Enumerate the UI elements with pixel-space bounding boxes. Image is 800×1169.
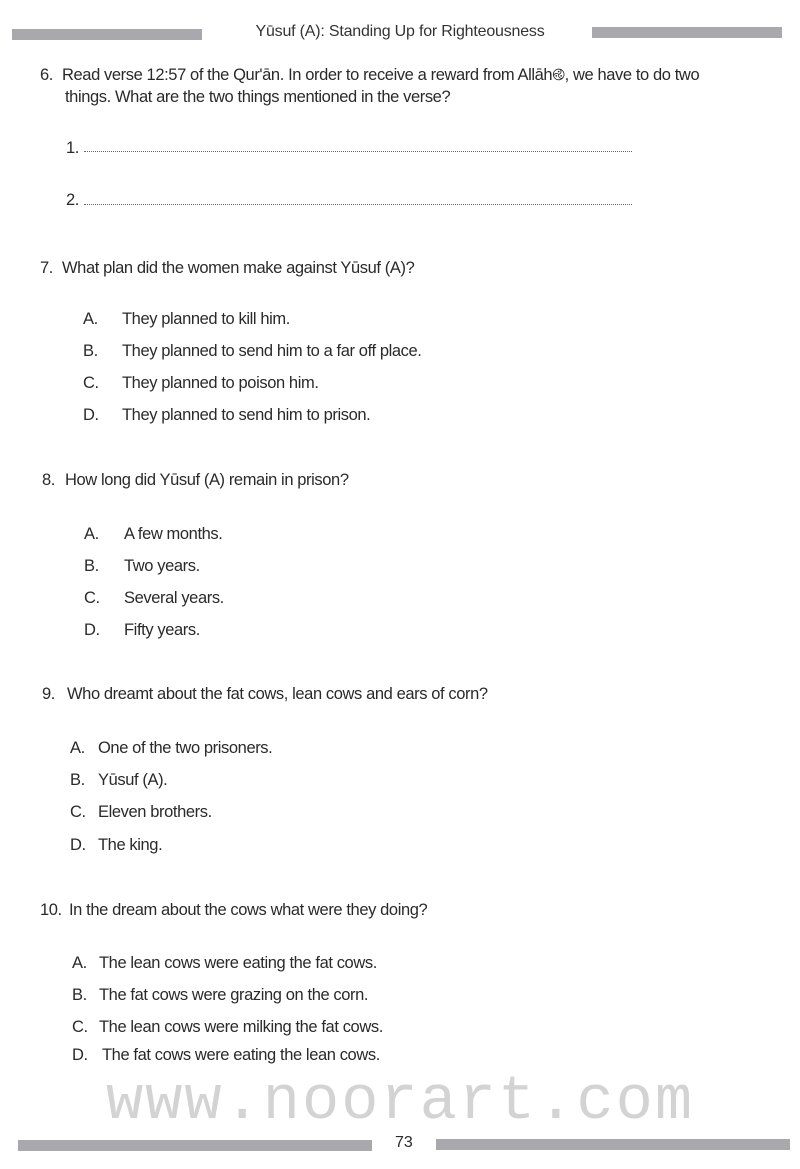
question-8-text: How long did Yūsuf (A) remain in prison? <box>65 471 349 489</box>
question-10-number: 10. <box>40 901 62 919</box>
option-text: Yūsuf (A). <box>98 771 168 789</box>
option-letter: B. <box>72 986 87 1004</box>
option-letter: B. <box>70 771 85 789</box>
option-text: The king. <box>98 836 163 854</box>
answer-blank-1-label: 1. <box>66 139 79 157</box>
option-text: They planned to poison him. <box>122 374 319 392</box>
footer-bar-right <box>436 1139 790 1150</box>
question-6-number: 6. <box>40 66 53 84</box>
question-7-text: What plan did the women make against Yūsuf (A)? <box>62 259 415 277</box>
question-7-number: 7. <box>40 259 53 277</box>
page-header-title: Yūsuf (A): Standing Up for Righteousness <box>255 23 545 40</box>
page-number: 73 <box>395 1134 413 1151</box>
option-letter: A. <box>83 310 98 328</box>
question-6-text: Read verse 12:57 of the Qur'ān. In order to receive a reward from Allāh࿋, we have to do two <box>62 66 700 84</box>
option-letter: C. <box>83 374 99 392</box>
option-letter: A. <box>72 954 87 972</box>
option-text: One of the two prisoners. <box>98 739 273 757</box>
question-10-text: In the dream about the cows what were they doing? <box>69 901 428 919</box>
option-text: They planned to send him to a far off place. <box>122 342 422 360</box>
option-letter: B. <box>83 342 98 360</box>
option-text: Several years. <box>124 589 224 607</box>
option-letter: A. <box>70 739 85 757</box>
answer-blank-2-label: 2. <box>66 191 79 209</box>
option-text: The fat cows were eating the lean cows. <box>102 1046 380 1064</box>
option-text: The fat cows were grazing on the corn. <box>99 986 369 1004</box>
option-letter: D. <box>72 1046 88 1064</box>
option-letter: D. <box>83 406 99 424</box>
option-letter: C. <box>70 803 86 821</box>
option-letter: C. <box>72 1018 88 1036</box>
header-bar-right <box>592 27 782 38</box>
option-text: Two years. <box>124 557 200 575</box>
option-text: They planned to send him to prison. <box>122 406 371 424</box>
question-6-text-cont: things. What are the two things mentioned in the verse? <box>65 88 451 106</box>
option-letter: A. <box>84 525 99 543</box>
option-text: Eleven brothers. <box>98 803 212 821</box>
option-letter: D. <box>84 621 100 639</box>
option-text: The lean cows were milking the fat cows. <box>99 1018 383 1036</box>
option-letter: C. <box>84 589 100 607</box>
question-9-text: Who dreamt about the fat cows, lean cows and ears of corn? <box>67 685 488 703</box>
answer-blank-1[interactable] <box>84 151 632 152</box>
option-text: A few months. <box>124 525 223 543</box>
answer-blank-2[interactable] <box>84 204 632 205</box>
question-8-number: 8. <box>42 471 55 489</box>
option-text: They planned to kill him. <box>122 310 290 328</box>
watermark: www.noorart.com <box>105 1066 695 1137</box>
option-text: The lean cows were eating the fat cows. <box>99 954 377 972</box>
option-letter: D. <box>70 836 86 854</box>
option-text: Fifty years. <box>124 621 200 639</box>
footer-bar-left <box>18 1140 372 1151</box>
option-letter: B. <box>84 557 99 575</box>
question-9-number: 9. <box>42 685 55 703</box>
